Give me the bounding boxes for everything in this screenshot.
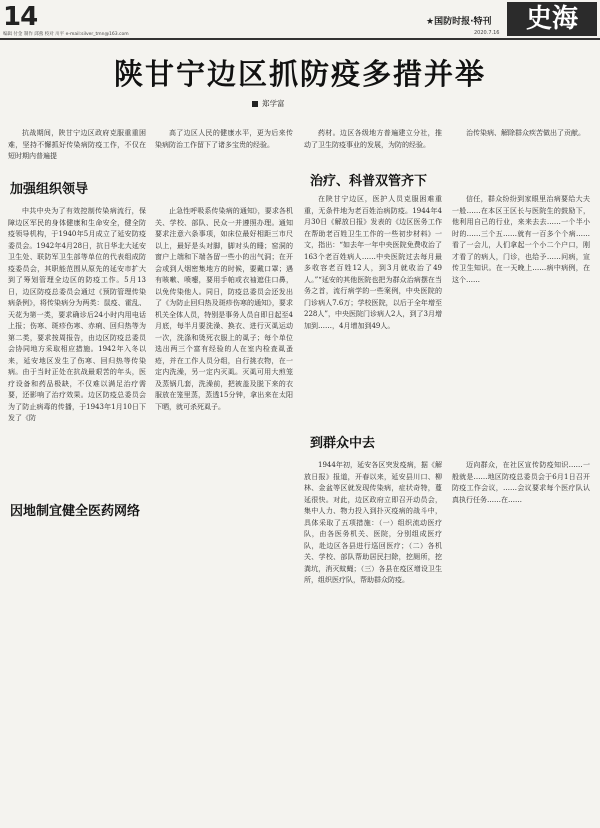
section4-col-2: 迈向群众，在社区宣传防疫知识……一般就是……地区防疫总委员会于6月1日召开防疫工作会议，……会议要求每个医疗队认真执行任务……在…… — [452, 461, 590, 504]
section-heading: 到群众中去 — [310, 436, 376, 451]
page-header — [0, 0, 600, 38]
section3-col-2: 信任，群众纷纷到家眼里治病要给大夫一般……在本区王区长与医院生的鼓励下，他利用自己的行业，来来去去……一个半小时的……三个五……就有一百多个个病……看了一会儿，人们拿起一个小二个户口，刚才看了的病人，门诊，也给予……问病，宣传卫生知识。在一天晚上……病中病例，在这个…… — [452, 195, 590, 284]
section-heading: 治疗、科普双管齐下 — [310, 174, 428, 189]
page-number: 14 — [3, 2, 38, 32]
paper-name: ★国防时报·特刊 — [426, 17, 492, 27]
section-heading: 加强组织领导 — [10, 182, 89, 197]
section4-col-1: 1944年初，延安各区突发疫病，据《解放日报》报道，开春以来，延安县川口、柳林、金盆等区就发现传染病，症状奇特，蔓延很快。对此，边区政府立即召开动员会，集中人力、物力投入到扑灭疫病的战斗中，具体采取了五项措施：（一）组织流动医疗队，由各医务机关、医院，分别组成医疗队，赴边区各县进行巡回医疗；（二）各机关、学校、部队帮助居民扫除，挖厕所，挖粪坑，消灭蚊蝇；（三）各县在疫区增设卫生所，组织医疗队，帮助群众防疫。 — [304, 461, 442, 584]
column-name: 史海 — [507, 2, 597, 36]
intro-col-4: 治传染病、解除群众疾苦做出了贡献。 — [466, 129, 585, 137]
section-heading: 因地制宜健全医药网络 — [10, 504, 141, 519]
issue-date: 2020.7.16 — [474, 30, 500, 36]
section3-col-1: 在陕甘宁边区，医护人员克服困难重重，无条件地为老百姓治病防疫。1944年4月30日《解放日报》发表的《边区医务工作在帮助老百姓卫生工作的一些初步材料》一文，指出：“如去年一年中央医院免费收治了163个老百姓病人……中央医院过去每月最多收容老百姓12人，到3月就收治了49人。”“延安的其他医院也把为群众治病摆在当务之首，流行病学的一些案例，中央医院的门诊病人7.6万；学校医院，以后于全年增至228人”，中央医院门诊病人2人，到了3月增加到……，4月增加到49人。 — [304, 195, 442, 330]
editor-credits: 编辑 付金 制作 邱燕 校对 川平 e-mail:silver_tmn@163.com — [3, 32, 129, 37]
article-author: 郑学富 — [252, 98, 285, 109]
section1-col-2: 止急性呼吸系传染病的通知》，要求各机关、学校、部队、民众一并遵照办理。通知要求注意六条事项，如床位最好相距三市尺以上，最好是头对脚，脚对头的睡；窑洞的窗户上端和下端各留一些小的出气洞；在开会或到人烟密集地方的时候，要戴口罩；遇有咳嗽、喷嚏，要用手帕或衣袖遮住口鼻，以免传染他人。同日，防疫总委员会还发出了《为防止回归热及斑疹伤寒的通知》，要求机关全体人员，特别是事务人员自即日起至4月底，每半月要洗澡、换衣、进行灭虱运动一次，洗涤和烫死衣服上的虱子；每个单位选出两三个富有经验的人在室内检查虱蚤疮，并在工作人员分组，自行挑衣物，在一定内洗澡，另一定内灭虱。灭虱可用大煎笼及蒸锅几套，洗澡前，把被盖及脱下来的衣服放在笼里蒸，蒸透15分钟，拿出来在太阳下晒，就可杀死虱子。 — [155, 207, 293, 411]
intro-col-2: 高了边区人民的健康水平，更为后来传染病防治工作留下了诸多宝贵的经验。 — [155, 129, 293, 149]
intro-col-1: 抗战期间，陕甘宁边区政府克服重重困难，坚持不懈抓好传染病防疫工作，不仅在短时期内普遍提 — [8, 129, 146, 160]
intro-col-3: 药材。边区各级地方普遍建立分社，推动了卫生防疫事业的发展，为防的经验。 — [304, 129, 442, 149]
header-rule — [0, 38, 600, 40]
article-headline: 陕甘宁边区抓防疫多措并举 — [113, 57, 486, 91]
section1-col-1: 中共中央为了有效控制传染病流行，保障边区军民的身体健康和生命安全，健全防疫领导机构，于1940年5月成立了延安防疫委员会。1942年4月28日，抗日华北大延安卫生处、联防军卫生部等单位的代表组成防疫委员会，其职能范围从原先的延安市扩大到了筹划管理全边区的防疫工作。5月13日，边区防疫总委员会通过《预防管理传染病条例》，将传染病分为两类：鼠疫、霍乱、天花为第一类，要求确诊后24小时内用电话上报；伤寒、斑疹伤寒、赤痢、回归热等为第二类，要求按周报告，由边区防疫总委员会协同地方采取相应措施。1942年入冬以来，延安地区发生了伤寒、回归热等传染病。由于当时正处在抗战最艰苦的年头，医疗设备和药品极缺，不仅难以满足治疗需要，还影响了治疗效果。边区防疫总委员会为了防止病毒的传播，于1943年1月10日下发了《防 — [8, 207, 146, 422]
